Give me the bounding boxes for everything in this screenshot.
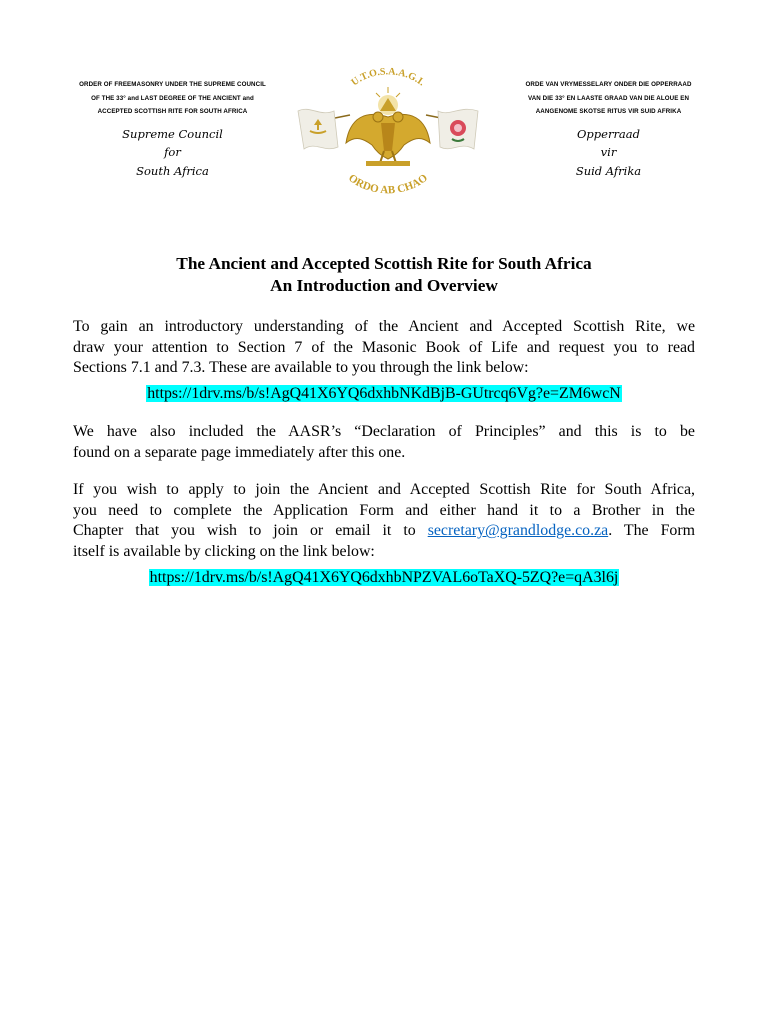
radiant-delta-icon [376,87,400,115]
secretary-email-link[interactable]: secretary@grandlodge.co.za [427,522,609,540]
header-afrikaans [506,78,711,180]
header-english-line: ACCEPTED SCOTTISH RITE FOR SOUTH AFRICA [97,108,248,115]
paragraph-line: Sections 7.1 and 7.3. These are available to you through the link below: [73,359,529,377]
intro-paragraph [73,317,695,379]
page-title [73,253,695,297]
paragraph-line: itself is available by clicking on the link below: [73,543,375,561]
paragraph-line [73,521,695,542]
paragraph-line: If you wish to apply to join the Ancient and Accepted Scottish Rite for South Africa, [73,481,695,498]
right-flag-icon [426,109,478,149]
script-line: Supreme Council [122,126,223,141]
script-line: vir [600,145,617,159]
left-flag-icon [298,109,350,149]
application-form-link-row [73,568,695,589]
paragraph-line: found on a separate page immediately after this one. [73,443,406,461]
script-line: South Africa [136,163,209,178]
header-english-caption [70,78,275,119]
header-afrikaans-line: ORDE VAN VRYMESSELARY ONDER DIE OPPERRAAD [525,81,692,88]
header-english-line: OF THE 33° and LAST DEGREE OF THE ANCIENT and [91,94,254,102]
council-emblem [288,55,488,205]
double-headed-eagle-icon [346,112,430,166]
emblem-motto: ORDO AB CHAO [346,171,430,197]
paragraph-text: . The Form [608,522,696,540]
header-english-line: ORDER OF FREEMASONRY UNDER THE SUPREME COUNCIL [79,81,266,88]
book-of-life-link[interactable]: https://1drv.ms/b/s!AgQ41X6YQ6dxhbNKdBjB-GUtrcq6Vg?e=ZM6wcN [147,385,621,402]
header-afrikaans-line: AANGENOME SKOTSE RITUS VIR SUID AFRIKA [535,108,682,115]
header-afrikaans-caption [506,78,711,119]
paragraph-line: To gain an introductory understanding of the Ancient and Accepted Scottish Rite, we [73,318,695,335]
header-afrikaans-script [506,125,711,181]
svg-text:U.T.O.S.A.A.G.I. [349,66,427,88]
paragraph-line: you need to complete the Application Form and either hand it to a Brother in the [73,501,695,519]
book-of-life-link-row [73,384,695,405]
paragraph-text: Chapter that you wish to join or email it to [73,522,416,540]
paragraph-line: draw your attention to Section 7 of the Masonic Book of Life and request you to read [73,338,695,356]
svg-text:ORDO AB CHAO [346,172,430,197]
header-english-script [70,125,275,181]
paragraph-line: We have also included the AASR’s “Declaration of Principles” and this is to be [73,423,695,440]
script-line: for [164,145,181,159]
script-line: Opperraad [576,126,641,141]
script-line: Suid Afrika [575,163,642,178]
header-english [70,78,275,180]
declaration-paragraph [73,422,695,463]
subtitle-line: An Introduction and Overview [270,276,498,295]
application-paragraph [73,480,695,563]
emblem-title: U.T.O.S.A.A.G.I. [349,66,427,89]
header-afrikaans-line: VAN DIE 33° EN LAASTE GRAAD VAN DIE ALOUE EN [527,94,690,102]
title-line: The Ancient and Accepted Scottish Rite for South Africa [176,254,592,273]
application-form-link[interactable]: https://1drv.ms/b/s!AgQ41X6YQ6dxhbNPZVAL6oTaXQ-5ZQ?e=qA3l6j [149,569,619,586]
